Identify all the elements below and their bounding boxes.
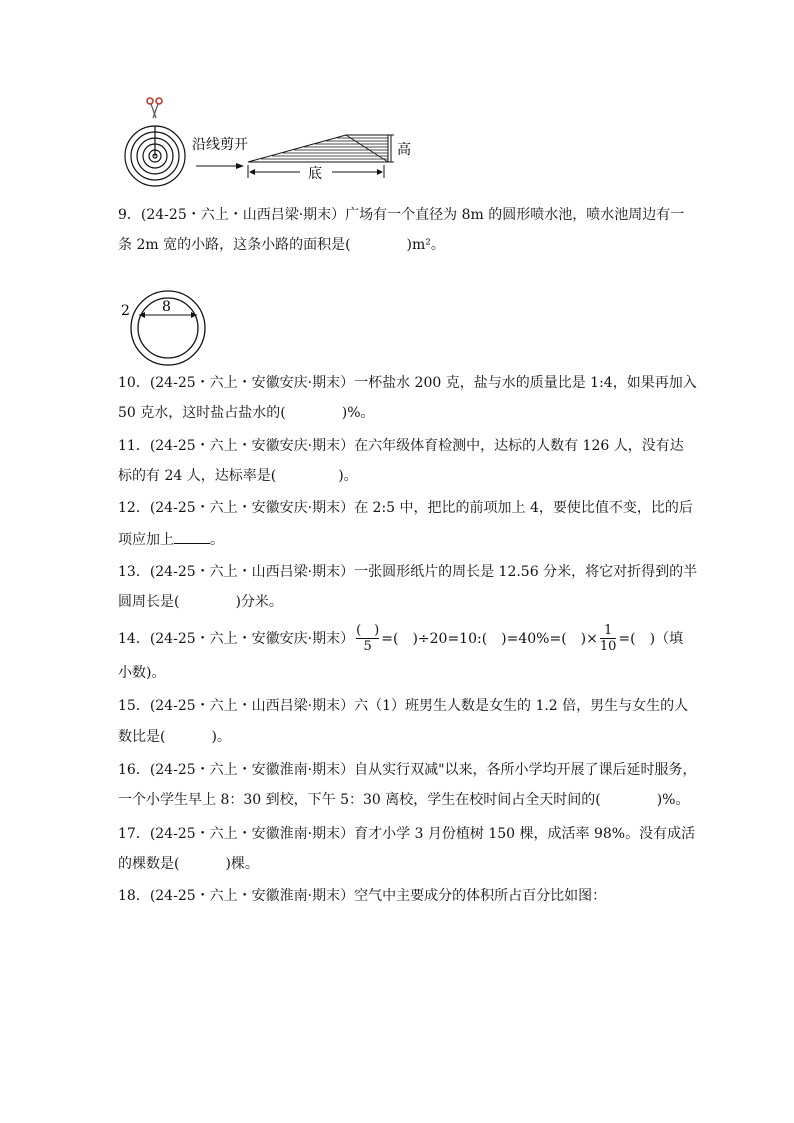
q14-line2: 小数)。 bbox=[118, 665, 166, 681]
q14-frac1-numerator: ( ) bbox=[356, 622, 380, 638]
q16-line2 bbox=[118, 791, 689, 809]
q16-line1: 16．(24-25・六上・安徽淮南·期末）自从实行双减"以来，各所小学均开展了课后延时服务， bbox=[118, 762, 697, 778]
q13-text-a: 圆周长是( bbox=[118, 594, 180, 610]
q9-text-a: 条 2m 宽的小路，这条小路的面积是( bbox=[118, 237, 351, 253]
q14-frac1-denominator: 5 bbox=[363, 638, 372, 654]
arrow-icon bbox=[196, 163, 244, 169]
q10-text-a: 50 克水，这时盐占盐水的( bbox=[118, 405, 286, 421]
diameter-label: 8 bbox=[162, 299, 171, 315]
q9-line2 bbox=[118, 236, 445, 254]
q13-line1: 13．(24-25・六上・山西吕梁·期末）一张圆形纸片的周长是 12.56 分米，将它对折得到的半 bbox=[118, 564, 698, 580]
q12-text-b: 。 bbox=[210, 532, 224, 548]
q15-text-a: 数比是( bbox=[118, 729, 166, 745]
q18-line1: 18．(24-25・六上・安徽淮南·期末）空气中主要成分的体积所占百分比如图： bbox=[118, 888, 607, 904]
q15-line2 bbox=[118, 728, 231, 746]
q13-line2 bbox=[118, 593, 283, 611]
q14-frac2-denominator: 10 bbox=[599, 638, 617, 654]
q14-line1 bbox=[118, 618, 683, 658]
scissors-icon bbox=[147, 98, 162, 118]
concentric-circles bbox=[125, 126, 185, 186]
q17-text-b: )棵。 bbox=[225, 856, 259, 872]
q13-text-b: )分米。 bbox=[235, 594, 283, 610]
circle-to-triangle-figure bbox=[118, 92, 418, 188]
q15-line1: 15．(24-25・六上・山西吕梁·期末）六（1）班男生人数是女生的 1.2 倍，男生与女生的人 bbox=[118, 698, 689, 714]
q17-text-a: 的棵数是( bbox=[118, 856, 180, 872]
q15-text-b: )。 bbox=[211, 729, 231, 745]
striped-triangle bbox=[248, 135, 388, 162]
q17-line2 bbox=[118, 855, 259, 873]
base-label: 底 bbox=[308, 166, 322, 182]
q12-line2 bbox=[118, 529, 224, 549]
q11-line2 bbox=[118, 467, 358, 485]
q12-answer-blank bbox=[174, 529, 210, 544]
q10-line2 bbox=[118, 404, 375, 422]
q14-equation-2: =( )（填 bbox=[618, 631, 684, 647]
ring-width-label: 2 bbox=[121, 303, 130, 319]
q16-text-a: 一个小学生早上 8：30 到校，下午 5：30 离校，学生在校时间占全天时间的( bbox=[118, 792, 601, 808]
q16-text-b: )%。 bbox=[656, 792, 690, 808]
height-marker bbox=[388, 135, 394, 162]
q11-text-b: )。 bbox=[338, 468, 358, 484]
q11-line1: 11．(24-25・六上・安徽安庆·期末）在六年级体育检测中，达标的人数有 126 人，没有达 bbox=[118, 438, 684, 454]
cut-label: 沿线剪开 bbox=[192, 137, 248, 153]
q11-text-a: 标的有 24 人，达标率是( bbox=[118, 468, 277, 484]
height-label: 高 bbox=[397, 142, 411, 158]
q14-prefix: 14．(24-25・六上・安徽安庆·期末） bbox=[118, 631, 355, 647]
q14-equation-1: =( )÷20=10:( )=40%=( )× bbox=[381, 631, 598, 647]
q10-text-b: )%。 bbox=[341, 405, 375, 421]
q12-text-a: 项应加上 bbox=[118, 532, 174, 548]
q9-text-b: )m²。 bbox=[406, 237, 445, 253]
q9-line1: 9．(24-25・六上・山西吕梁·期末）广场有一个直径为 8m 的圆形喷水池，喷水池周边有一 bbox=[118, 207, 685, 223]
q10-line1: 10．(24-25・六上・安徽安庆·期末）一杯盐水 200 克，盐与水的质量比是 1:4，如果再加入 bbox=[118, 375, 697, 391]
q12-line1: 12．(24-25・六上・安徽安庆·期末）在 2:5 中，把比的前项加上 4，要使比值不变，比的后 bbox=[118, 500, 693, 516]
q17-line1: 17．(24-25・六上・安徽淮南·期末）育才小学 3 月份植树 150 棵，成活率 98%。没有成活 bbox=[118, 826, 696, 842]
q14-frac2-numerator: 1 bbox=[604, 622, 613, 638]
ring-path-figure bbox=[116, 290, 222, 366]
q14-fraction-2 bbox=[600, 623, 617, 654]
q14-fraction-1 bbox=[356, 623, 379, 654]
